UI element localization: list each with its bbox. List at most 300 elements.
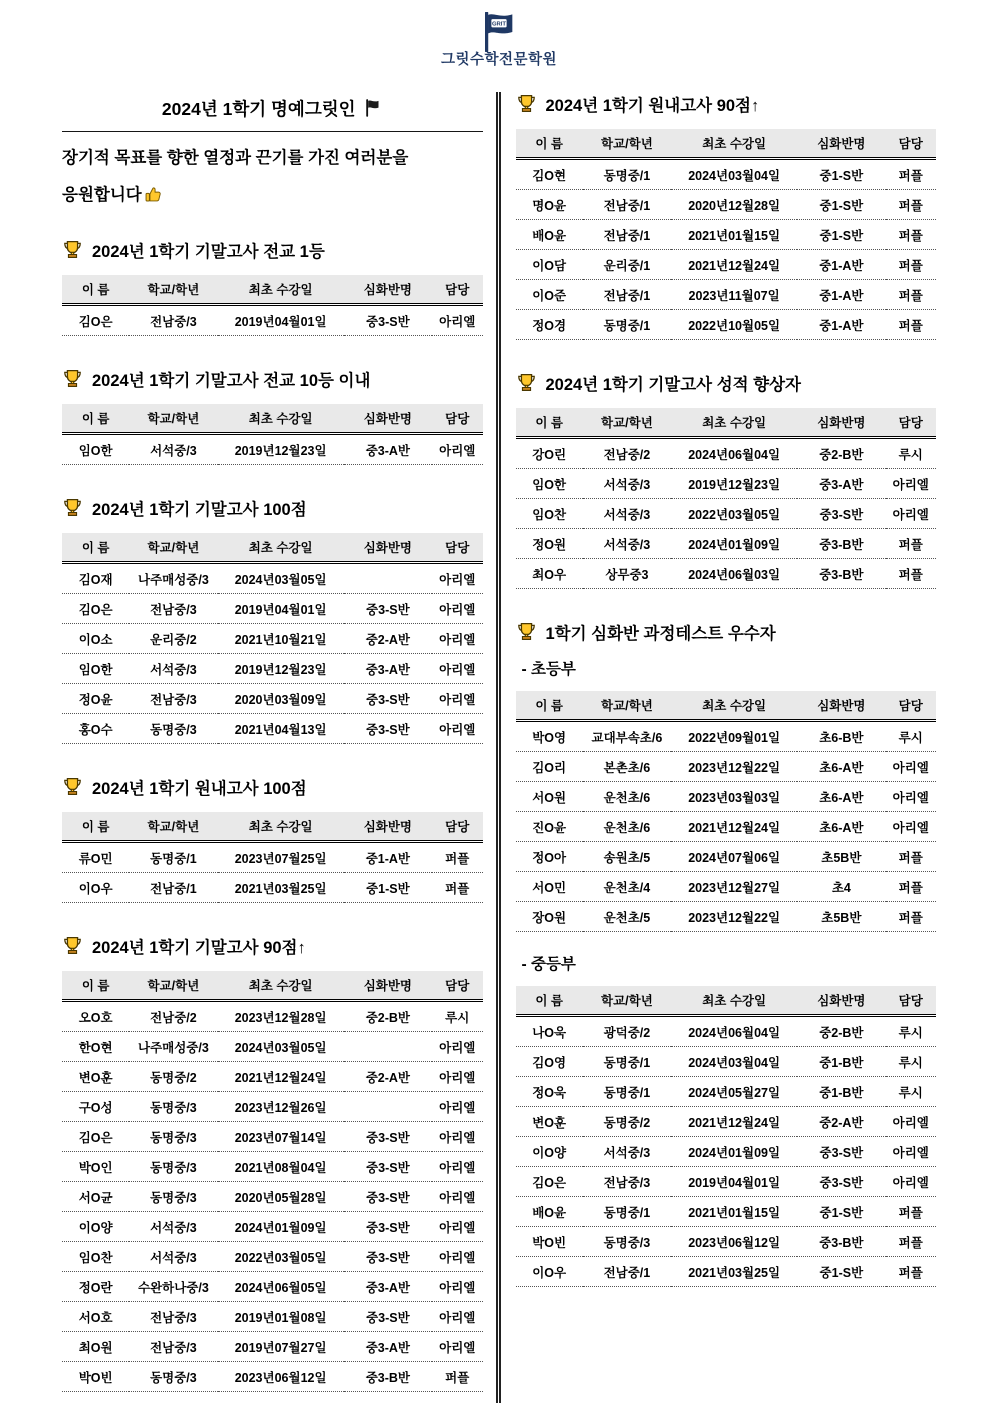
teacher-cell: 퍼플 <box>886 1256 937 1286</box>
advanced-class-cell: 중1-S반 <box>797 219 885 249</box>
advanced-class-cell: 초5B반 <box>797 841 885 871</box>
advanced-class-cell: 중3-A반 <box>344 653 432 683</box>
advanced-class-cell: 중3-S반 <box>344 593 432 623</box>
table-row <box>516 871 937 901</box>
column-header: 학교/학년 <box>583 129 671 159</box>
first-enroll-date-cell: 2023년12월28일 <box>218 1000 344 1031</box>
school-grade-cell: 교대부속초/6 <box>583 720 671 751</box>
name-cell: 홍O수 <box>62 713 129 743</box>
school-grade-cell: 동명중/1 <box>129 841 217 872</box>
name-cell: 김O은 <box>62 593 129 623</box>
advanced-class-cell: 초6-A반 <box>797 751 885 781</box>
teacher-cell: 퍼플 <box>432 1361 483 1391</box>
table-header-row <box>516 408 937 438</box>
results-table <box>62 275 483 336</box>
table-row <box>516 309 937 339</box>
advanced-class-cell: 중3-S반 <box>344 1301 432 1331</box>
name-cell: 정O욱 <box>516 1076 583 1106</box>
teacher-cell: 퍼플 <box>886 219 937 249</box>
results-table <box>62 533 483 744</box>
table-row <box>62 304 483 335</box>
table-row <box>516 189 937 219</box>
first-enroll-date-cell: 2019년12월23일 <box>671 468 797 498</box>
table-row <box>62 562 483 593</box>
column-header: 담당 <box>432 404 483 434</box>
column-header: 심화반명 <box>797 691 885 721</box>
section <box>516 92 937 340</box>
table-row <box>62 713 483 743</box>
teacher-cell: 퍼플 <box>886 189 937 219</box>
table-header-row <box>62 971 483 1001</box>
teacher-cell: 퍼플 <box>886 279 937 309</box>
column-header: 이 름 <box>516 129 583 159</box>
advanced-class-cell: 중3-S반 <box>797 1166 885 1196</box>
name-cell: 구O성 <box>62 1091 129 1121</box>
section-title <box>62 238 483 262</box>
left-column <box>62 92 496 1403</box>
teacher-cell: 아리엘 <box>432 593 483 623</box>
advanced-class-cell: 중1-A반 <box>344 841 432 872</box>
advanced-class-cell: 중3-S반 <box>344 683 432 713</box>
advanced-class-cell <box>344 1091 432 1121</box>
column-header: 담당 <box>886 408 937 438</box>
table-row <box>62 1000 483 1031</box>
name-cell: 박O영 <box>516 720 583 751</box>
school-grade-cell: 동명중/1 <box>583 309 671 339</box>
table-row <box>62 1271 483 1301</box>
column-header: 최초 수강일 <box>218 812 344 842</box>
school-grade-cell: 동명중/1 <box>583 1076 671 1106</box>
advanced-class-cell: 중3-B반 <box>797 1226 885 1256</box>
advanced-class-cell: 중1-A반 <box>797 249 885 279</box>
teacher-cell: 아리엘 <box>886 781 937 811</box>
table-row <box>62 653 483 683</box>
teacher-cell: 루시 <box>886 437 937 468</box>
school-grade-cell: 동명중/3 <box>129 1121 217 1151</box>
advanced-class-cell: 중3-S반 <box>344 713 432 743</box>
advanced-class-cell: 중2-B반 <box>797 437 885 468</box>
column-header: 최초 수강일 <box>671 986 797 1016</box>
school-grade-cell: 전남중/3 <box>129 1331 217 1361</box>
results-table <box>516 129 937 340</box>
column-header: 심화반명 <box>344 275 432 305</box>
advanced-class-cell: 중2-B반 <box>344 1000 432 1031</box>
school-grade-cell: 전남중/2 <box>129 1000 217 1031</box>
school-grade-cell: 서석중/3 <box>129 433 217 464</box>
first-enroll-date-cell: 2021년01월15일 <box>671 219 797 249</box>
first-enroll-date-cell: 2019년07월27일 <box>218 1331 344 1361</box>
table-row <box>516 498 937 528</box>
first-enroll-date-cell: 2024년03월05일 <box>218 562 344 593</box>
advanced-class-cell: 중2-A반 <box>344 1061 432 1091</box>
teacher-cell: 아리엘 <box>886 751 937 781</box>
academy-logo <box>62 12 936 68</box>
advanced-class-cell: 중1-S반 <box>344 872 432 902</box>
advanced-class-cell: 중3-A반 <box>344 433 432 464</box>
table-row <box>516 528 937 558</box>
name-cell: 류O민 <box>62 841 129 872</box>
first-enroll-date-cell: 2020년03월09일 <box>218 683 344 713</box>
teacher-cell: 퍼플 <box>886 1196 937 1226</box>
first-enroll-date-cell: 2021년12월24일 <box>218 1061 344 1091</box>
table-row <box>516 1046 937 1076</box>
subsection-title: - 중등부 <box>521 955 576 973</box>
first-enroll-date-cell: 2021년12월24일 <box>671 1106 797 1136</box>
first-enroll-date-cell: 2022년03월05일 <box>671 498 797 528</box>
intro-line-2: 응원합니다 <box>62 185 142 204</box>
teacher-cell: 퍼플 <box>886 901 937 931</box>
name-cell: 김O은 <box>62 1121 129 1151</box>
first-enroll-date-cell: 2024년06월04일 <box>671 437 797 468</box>
table-row <box>62 1091 483 1121</box>
name-cell: 박O인 <box>62 1151 129 1181</box>
advanced-class-cell: 중2-A반 <box>797 1106 885 1136</box>
section-title-text: 2024년 1학기 기말고사 성적 향상자 <box>545 375 801 394</box>
teacher-cell: 퍼플 <box>886 841 937 871</box>
section-title <box>62 367 483 391</box>
section-title <box>516 92 937 116</box>
trophy-icon <box>62 935 83 956</box>
table-row <box>516 841 937 871</box>
first-enroll-date-cell: 2022년03월05일 <box>218 1241 344 1271</box>
table-header-row <box>516 129 937 159</box>
school-grade-cell: 전남중/1 <box>583 1256 671 1286</box>
first-enroll-date-cell: 2024년01월09일 <box>671 1136 797 1166</box>
name-cell: 임O한 <box>62 433 129 464</box>
name-cell: 김O은 <box>62 304 129 335</box>
teacher-cell: 아리엘 <box>432 683 483 713</box>
school-grade-cell: 광덕중/2 <box>583 1015 671 1046</box>
column-header: 심화반명 <box>797 986 885 1016</box>
school-grade-cell: 동명중/3 <box>129 1091 217 1121</box>
table-row <box>62 1151 483 1181</box>
school-grade-cell: 전남중/1 <box>583 279 671 309</box>
column-header: 담당 <box>886 691 937 721</box>
column-header: 학교/학년 <box>129 275 217 305</box>
advanced-class-cell: 중3-B반 <box>797 528 885 558</box>
teacher-cell: 아리엘 <box>432 1091 483 1121</box>
first-enroll-date-cell: 2019년04월01일 <box>671 1166 797 1196</box>
table-row <box>62 1241 483 1271</box>
school-grade-cell: 동명중/3 <box>129 1151 217 1181</box>
school-grade-cell: 운천초/6 <box>583 781 671 811</box>
name-cell: 이O담 <box>516 249 583 279</box>
table-row <box>62 1331 483 1361</box>
results-table <box>516 986 937 1287</box>
table-header-row <box>62 533 483 563</box>
grit-flag-text: GRIT <box>491 21 507 28</box>
table-row <box>62 1211 483 1241</box>
table-row <box>516 558 937 588</box>
results-table <box>62 812 483 903</box>
table-header-row <box>62 404 483 434</box>
name-cell: 변O훈 <box>62 1061 129 1091</box>
first-enroll-date-cell: 2021년01월15일 <box>671 1196 797 1226</box>
first-enroll-date-cell: 2024년03월04일 <box>671 158 797 189</box>
column-header: 이 름 <box>62 971 129 1001</box>
school-grade-cell: 동명중/1 <box>583 1046 671 1076</box>
teacher-cell: 아리엘 <box>886 498 937 528</box>
column-header: 담당 <box>432 275 483 305</box>
advanced-class-cell <box>344 562 432 593</box>
school-grade-cell: 전남중/1 <box>583 189 671 219</box>
section-title-text: 2024년 1학기 원내고사 100점 <box>92 779 307 798</box>
first-enroll-date-cell: 2019년12월23일 <box>218 433 344 464</box>
column-header: 최초 수강일 <box>218 275 344 305</box>
section-title <box>62 496 483 520</box>
trophy-icon <box>516 372 537 393</box>
advanced-class-cell: 중3-S반 <box>344 1181 432 1211</box>
first-enroll-date-cell: 2023년12월27일 <box>671 871 797 901</box>
table-row <box>62 683 483 713</box>
advanced-class-cell: 중2-B반 <box>797 1015 885 1046</box>
school-grade-cell: 동명중/2 <box>129 1061 217 1091</box>
table-row <box>516 158 937 189</box>
name-cell: 정O경 <box>516 309 583 339</box>
teacher-cell: 아리엘 <box>432 1331 483 1361</box>
first-enroll-date-cell: 2023년12월22일 <box>671 901 797 931</box>
name-cell: 배O윤 <box>516 1196 583 1226</box>
trophy-icon <box>62 239 83 260</box>
column-header: 담당 <box>432 971 483 1001</box>
school-grade-cell: 서석중/3 <box>583 468 671 498</box>
teacher-cell: 퍼플 <box>886 871 937 901</box>
first-enroll-date-cell: 2021년08월04일 <box>218 1151 344 1181</box>
name-cell: 박O빈 <box>62 1361 129 1391</box>
table-row <box>62 433 483 464</box>
name-cell: 김O은 <box>516 1166 583 1196</box>
section <box>62 238 483 336</box>
school-grade-cell: 본촌초/6 <box>583 751 671 781</box>
school-grade-cell: 운리중/1 <box>583 249 671 279</box>
table-row <box>62 593 483 623</box>
right-column <box>501 92 937 1403</box>
name-cell: 이O소 <box>62 623 129 653</box>
column-header: 심화반명 <box>797 129 885 159</box>
first-enroll-date-cell: 2023년12월26일 <box>218 1091 344 1121</box>
advanced-class-cell: 초6-A반 <box>797 811 885 841</box>
teacher-cell: 아리엘 <box>432 1031 483 1061</box>
teacher-cell: 아리엘 <box>432 1181 483 1211</box>
advanced-class-cell: 중3-S반 <box>344 1121 432 1151</box>
subsection-title: - 초등부 <box>521 660 576 678</box>
table-row <box>516 279 937 309</box>
first-enroll-date-cell: 2022년09월01일 <box>671 720 797 751</box>
section-title <box>62 775 483 799</box>
first-enroll-date-cell: 2019년12월23일 <box>218 653 344 683</box>
first-enroll-date-cell: 2023년07월25일 <box>218 841 344 872</box>
section <box>62 775 483 903</box>
column-header: 학교/학년 <box>129 404 217 434</box>
school-grade-cell: 운천초/6 <box>583 811 671 841</box>
section <box>516 371 937 589</box>
name-cell: 장O원 <box>516 901 583 931</box>
advanced-class-cell: 중1-S반 <box>797 1196 885 1226</box>
first-enroll-date-cell: 2019년04월01일 <box>218 304 344 335</box>
page-title <box>62 92 483 132</box>
advanced-class-cell: 중3-A반 <box>797 468 885 498</box>
school-grade-cell: 운리중/2 <box>129 623 217 653</box>
table-row <box>62 872 483 902</box>
table-row <box>62 1031 483 1061</box>
teacher-cell: 아리엘 <box>432 1211 483 1241</box>
school-grade-cell: 동명중/3 <box>129 1181 217 1211</box>
first-enroll-date-cell: 2024년03월04일 <box>671 1046 797 1076</box>
school-grade-cell: 서석중/3 <box>583 528 671 558</box>
school-grade-cell: 나주매성중/3 <box>129 1031 217 1061</box>
column-header: 최초 수강일 <box>218 533 344 563</box>
name-cell: 배O윤 <box>516 219 583 249</box>
advanced-class-cell: 중1-S반 <box>797 1256 885 1286</box>
name-cell: 서O균 <box>62 1181 129 1211</box>
teacher-cell: 아리엘 <box>432 623 483 653</box>
intro-text <box>62 140 483 214</box>
teacher-cell: 아리엘 <box>432 1301 483 1331</box>
first-enroll-date-cell: 2021년12월24일 <box>671 249 797 279</box>
first-enroll-date-cell: 2020년12월28일 <box>671 189 797 219</box>
teacher-cell: 아리엘 <box>432 653 483 683</box>
thumbs-up-icon <box>144 185 163 204</box>
school-grade-cell: 전남중/3 <box>129 683 217 713</box>
name-cell: 김O영 <box>516 1046 583 1076</box>
column-header: 학교/학년 <box>583 986 671 1016</box>
column-header: 이 름 <box>516 986 583 1016</box>
table-row <box>516 468 937 498</box>
name-cell: 정O아 <box>516 841 583 871</box>
name-cell: 진O윤 <box>516 811 583 841</box>
advanced-class-cell: 중3-A반 <box>344 1331 432 1361</box>
first-enroll-date-cell: 2021년12월24일 <box>671 811 797 841</box>
name-cell: 정O란 <box>62 1271 129 1301</box>
trophy-icon <box>516 621 537 642</box>
teacher-cell: 아리엘 <box>886 811 937 841</box>
teacher-cell: 퍼플 <box>432 872 483 902</box>
name-cell: 명O윤 <box>516 189 583 219</box>
name-cell: 임O한 <box>62 653 129 683</box>
table-row <box>516 1196 937 1226</box>
content-columns <box>62 92 936 1403</box>
first-enroll-date-cell: 2024년01월09일 <box>671 528 797 558</box>
school-grade-cell: 전남중/3 <box>129 1301 217 1331</box>
column-header: 최초 수강일 <box>218 971 344 1001</box>
school-grade-cell: 수완하나중/3 <box>129 1271 217 1301</box>
name-cell: 나O욱 <box>516 1015 583 1046</box>
column-header: 이 름 <box>62 812 129 842</box>
section-title <box>516 620 937 644</box>
column-header: 담당 <box>432 533 483 563</box>
column-header: 최초 수강일 <box>218 404 344 434</box>
name-cell: 박O빈 <box>516 1226 583 1256</box>
school-grade-cell: 동명중/1 <box>583 1196 671 1226</box>
section-title <box>62 934 483 958</box>
trophy-icon <box>516 93 537 114</box>
table-row <box>516 901 937 931</box>
teacher-cell: 퍼플 <box>886 158 937 189</box>
advanced-class-cell: 중3-S반 <box>797 1136 885 1166</box>
teacher-cell: 아리엘 <box>432 1061 483 1091</box>
first-enroll-date-cell: 2023년06월12일 <box>671 1226 797 1256</box>
advanced-class-cell: 초5B반 <box>797 901 885 931</box>
table-row <box>516 219 937 249</box>
name-cell: 이O우 <box>516 1256 583 1286</box>
section-title-text: 2024년 1학기 기말고사 90점↑ <box>92 938 306 957</box>
table-row <box>516 1015 937 1046</box>
section-title-text: 2024년 1학기 기말고사 100점 <box>92 500 307 519</box>
teacher-cell: 아리엘 <box>886 1166 937 1196</box>
column-header: 학교/학년 <box>129 812 217 842</box>
column-header: 담당 <box>432 812 483 842</box>
advanced-class-cell: 중3-B반 <box>797 558 885 588</box>
teacher-cell: 아리엘 <box>886 1136 937 1166</box>
teacher-cell: 루시 <box>886 1076 937 1106</box>
teacher-cell: 아리엘 <box>432 1271 483 1301</box>
name-cell: 강O린 <box>516 437 583 468</box>
column-header: 담당 <box>886 129 937 159</box>
advanced-class-cell: 중3-S반 <box>344 1241 432 1271</box>
results-table <box>516 691 937 932</box>
teacher-cell: 아리엘 <box>432 1241 483 1271</box>
first-enroll-date-cell: 2021년03월25일 <box>218 872 344 902</box>
academy-name: 그릿수학전문학원 <box>440 52 558 68</box>
section <box>62 367 483 465</box>
table-row <box>62 1301 483 1331</box>
column-header: 심화반명 <box>344 812 432 842</box>
advanced-class-cell: 중1-B반 <box>797 1046 885 1076</box>
advanced-class-cell: 중1-A반 <box>797 309 885 339</box>
column-header: 심화반명 <box>344 533 432 563</box>
teacher-cell: 퍼플 <box>886 528 937 558</box>
name-cell: 서O호 <box>62 1301 129 1331</box>
advanced-class-cell: 중1-S반 <box>797 189 885 219</box>
table-row <box>62 1121 483 1151</box>
table-header-row <box>516 986 937 1016</box>
first-enroll-date-cell: 2021년04월13일 <box>218 713 344 743</box>
first-enroll-date-cell: 2019년04월01일 <box>218 593 344 623</box>
teacher-cell: 퍼플 <box>886 558 937 588</box>
name-cell: 서O원 <box>516 781 583 811</box>
teacher-cell: 아리엘 <box>432 713 483 743</box>
section-title-text: 2024년 1학기 원내고사 90점↑ <box>545 96 760 115</box>
teacher-cell: 아리엘 <box>432 433 483 464</box>
teacher-cell: 퍼플 <box>886 249 937 279</box>
section-title-text: 2024년 1학기 기말고사 전교 10등 이내 <box>92 371 371 390</box>
section-title-text: 1학기 심화반 과정테스트 우수자 <box>545 624 776 643</box>
first-enroll-date-cell: 2024년06월04일 <box>671 1015 797 1046</box>
first-enroll-date-cell: 2024년01월09일 <box>218 1211 344 1241</box>
grit-flag-icon <box>478 12 520 52</box>
teacher-cell: 퍼플 <box>886 1226 937 1256</box>
teacher-cell: 아리엘 <box>432 1121 483 1151</box>
column-header: 심화반명 <box>344 971 432 1001</box>
table-row <box>62 1361 483 1391</box>
table-header-row <box>62 275 483 305</box>
table-row <box>516 1076 937 1106</box>
school-grade-cell: 전남중/3 <box>129 593 217 623</box>
table-row <box>516 1256 937 1286</box>
name-cell: 이O양 <box>62 1211 129 1241</box>
school-grade-cell: 동명중/3 <box>129 713 217 743</box>
table-row <box>62 1061 483 1091</box>
results-table <box>62 404 483 465</box>
table-row <box>516 1106 937 1136</box>
advanced-class-cell: 중2-A반 <box>344 623 432 653</box>
school-grade-cell: 운천초/5 <box>583 901 671 931</box>
table-row <box>62 841 483 872</box>
teacher-cell: 루시 <box>886 1015 937 1046</box>
school-grade-cell: 전남중/1 <box>129 872 217 902</box>
table-row <box>516 1226 937 1256</box>
teacher-cell: 아리엘 <box>432 304 483 335</box>
